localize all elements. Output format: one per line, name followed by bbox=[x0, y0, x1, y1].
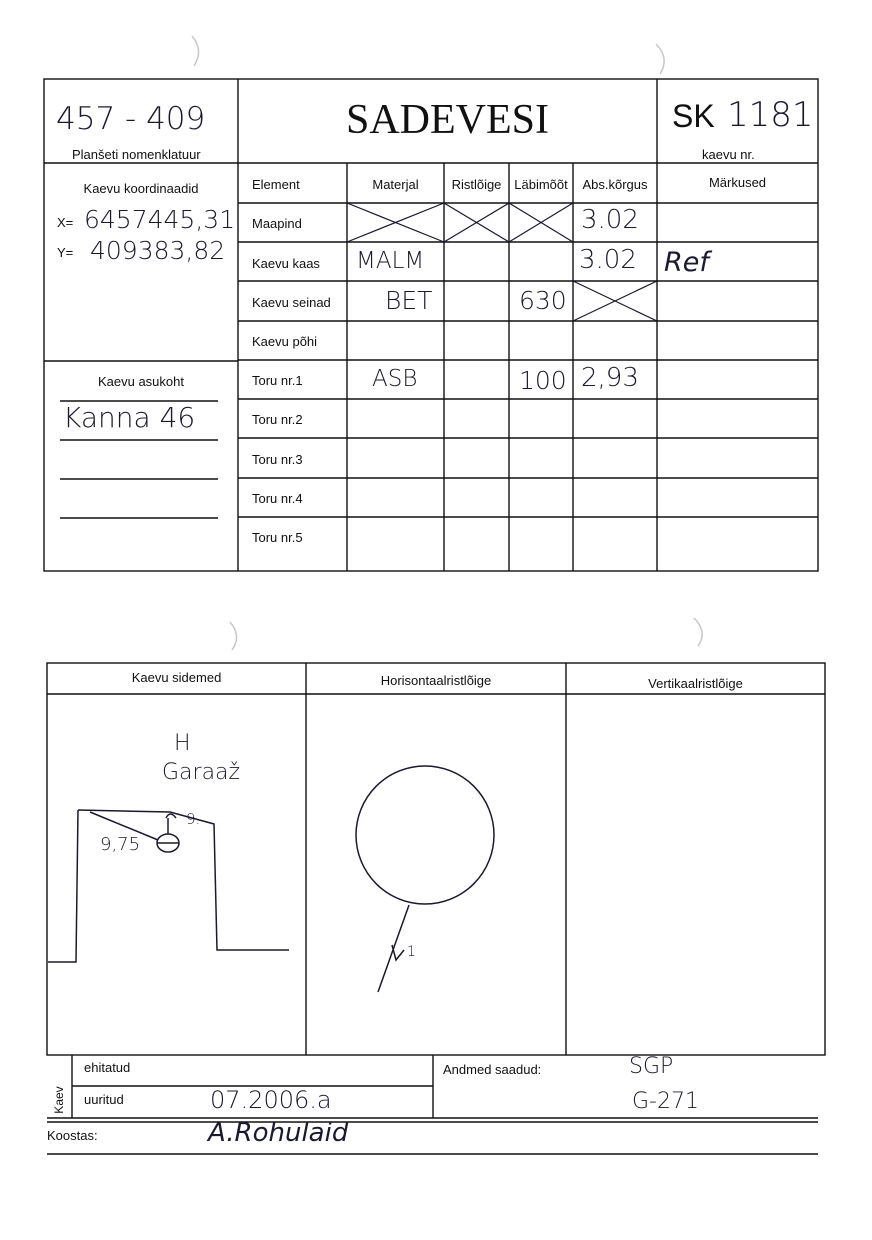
page-title: SADEVESI bbox=[345, 97, 549, 143]
y-coordinate-value: 409383,82 bbox=[90, 236, 226, 265]
row-element: Toru nr.2 bbox=[252, 412, 303, 427]
header-markused: Märkused bbox=[708, 175, 767, 190]
surveyed-label: uuritud bbox=[84, 1092, 124, 1107]
row-element: Kaevu kaas bbox=[252, 256, 320, 271]
sketch-small-number: 9. bbox=[186, 810, 201, 828]
row-materjal: MALM bbox=[356, 248, 425, 274]
row-abs-korgus: 3.02 bbox=[581, 205, 639, 235]
header-labimoot: Läbimõõt bbox=[514, 177, 568, 192]
row-materjal: ASB bbox=[372, 366, 418, 392]
row-element: Toru nr.4 bbox=[252, 491, 303, 506]
data-source-code: G-271 bbox=[632, 1089, 699, 1114]
sheet-number: 457 - 409 bbox=[56, 101, 206, 137]
row-element: Kaevu seinad bbox=[252, 295, 331, 310]
well-number-label: kaevu nr. bbox=[702, 147, 755, 162]
row-element: Maapind bbox=[252, 216, 302, 231]
column-title-vertical: Vertikaalristlõige bbox=[648, 676, 743, 691]
sheet-label: Planšeti nomenklatuur bbox=[72, 147, 201, 162]
header-element: Element bbox=[252, 177, 300, 192]
sketch-label-garage: Garaaž bbox=[162, 760, 241, 785]
sketch-arrow-label: 1 bbox=[407, 944, 416, 960]
column-title-connections: Kaevu sidemed bbox=[131, 670, 222, 685]
row-abs-korgus: 2,93 bbox=[581, 363, 639, 393]
well-number-prefix: SK bbox=[672, 98, 715, 134]
sketch-distance: 9,75 bbox=[100, 834, 141, 855]
kaev-label: Kaev bbox=[52, 1086, 66, 1114]
location-title: Kaevu asukoht bbox=[97, 374, 184, 389]
sketch-label-h: H bbox=[174, 731, 191, 756]
row-markused: Ref bbox=[664, 247, 709, 278]
site-sketch bbox=[48, 810, 289, 962]
data-source-value: SGP bbox=[629, 1054, 674, 1079]
surveyed-value: 07.2006.a bbox=[210, 1086, 332, 1114]
horizontal-section-drawing bbox=[356, 766, 494, 992]
data-source-label: Andmed saadud: bbox=[443, 1062, 542, 1077]
x-coordinate-value: 6457445,31 bbox=[84, 205, 236, 234]
y-coordinate-label: Y= bbox=[57, 245, 74, 260]
row-abs-korgus: 3.02 bbox=[579, 245, 637, 275]
row-element: Toru nr.1 bbox=[252, 373, 303, 388]
header-materjal: Materjal bbox=[372, 177, 419, 192]
row-element: Kaevu põhi bbox=[252, 334, 318, 349]
row-element: Toru nr.3 bbox=[252, 452, 303, 467]
x-coordinate-label: X= bbox=[57, 215, 74, 230]
column-title-horizontal: Horisontaalristlõige bbox=[380, 673, 492, 688]
header-ristloige: Ristlõige bbox=[451, 177, 502, 192]
compiled-by-label: Koostas: bbox=[47, 1128, 98, 1143]
coordinates-title: Kaevu koordinaadid bbox=[83, 181, 199, 196]
location-value: Kanna 46 bbox=[63, 401, 196, 434]
header-abs-korgus: Abs.kõrgus bbox=[582, 177, 648, 192]
row-element: Toru nr.5 bbox=[252, 530, 303, 545]
row-materjal: BET bbox=[385, 286, 433, 315]
compiled-by-signature: A.Rohulaid bbox=[208, 1118, 349, 1148]
row-labimoot: 630 bbox=[519, 286, 567, 315]
well-number-value: 1181 bbox=[727, 95, 814, 135]
row-labimoot: 100 bbox=[519, 366, 567, 395]
built-label: ehitatud bbox=[84, 1060, 131, 1075]
